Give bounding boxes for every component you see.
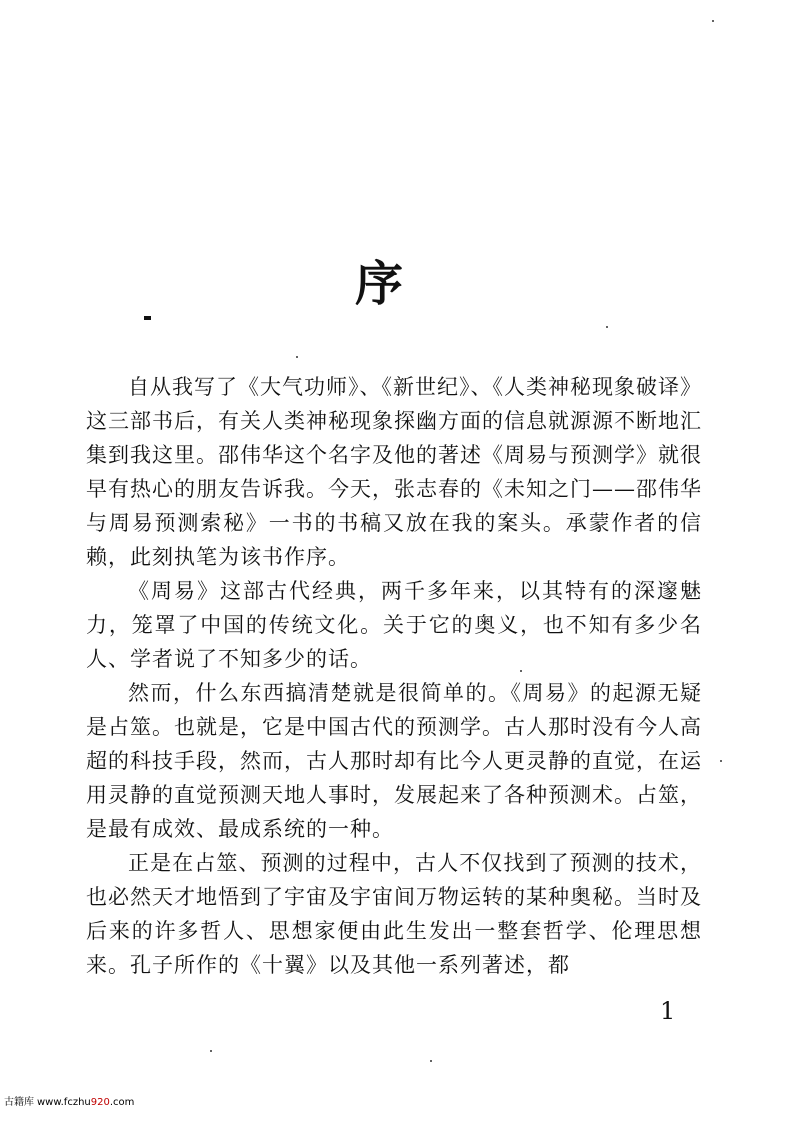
site-url-prefix[interactable]: www.fczhu <box>37 1097 91 1108</box>
ink-speck <box>430 1060 432 1062</box>
site-name: 古籍库 <box>4 1097 34 1108</box>
ink-speck <box>296 356 298 358</box>
ink-speck <box>712 20 714 22</box>
ink-mark <box>144 316 151 320</box>
paragraph: 《周易》这部古代经典，两千多年来，以其特有的深邃魅力，笼罩了中国的传统文化。关于它的奥义，也不知有多少名人、学者说了不知多少的话。 <box>86 579 702 671</box>
paragraph: 自从我写了《大气功师》、《新世纪》、《人类神秘现象破译》这三部书后，有关人类神秘现象探幽方面的信息就源源不断地汇集到我这里。邵伟华这个名字及他的著述《周易与预测学》就很早有热心的朋友告诉我。今天，张志春的《未知之门——邵伟华与周易预测索秘》一书的书稿又放在我的案头。承蒙作者的信赖，此刻执笔为该书作序。 <box>86 375 702 569</box>
site-url-number[interactable]: 920 <box>90 1097 110 1108</box>
site-url-suffix[interactable]: .com <box>109 1097 135 1108</box>
paragraph: 然而，什么东西搞清楚就是很简单的。《周易》的起源无疑是占筮。也就是，它是中国古代的预测学。古人那时没有今人高超的科技手段，然而，古人那时却有比今人更灵静的直觉，在运用灵静的直觉预测天地人事时，发展起来了各种预测术。占筮，是最有成效、最成系统的一种。 <box>86 681 702 841</box>
paragraph: 正是在占筮、预测的过程中，古人不仅找到了预测的技术，也必然天才地悟到了宇宙及宇宙间万物运转的某种奥秘。当时及后来的许多哲人、思想家便由此生发出一整套哲学、伦理思想来。孔子所作的《十翼》以及其他一系列著述，都 <box>86 851 702 977</box>
page-title: 序 <box>354 256 405 313</box>
ink-speck <box>720 760 722 762</box>
preface-body <box>86 370 702 982</box>
site-footer <box>4 1096 134 1110</box>
ink-speck <box>210 1050 212 1052</box>
page-number: 1 <box>660 997 676 1025</box>
ink-speck <box>606 326 608 328</box>
